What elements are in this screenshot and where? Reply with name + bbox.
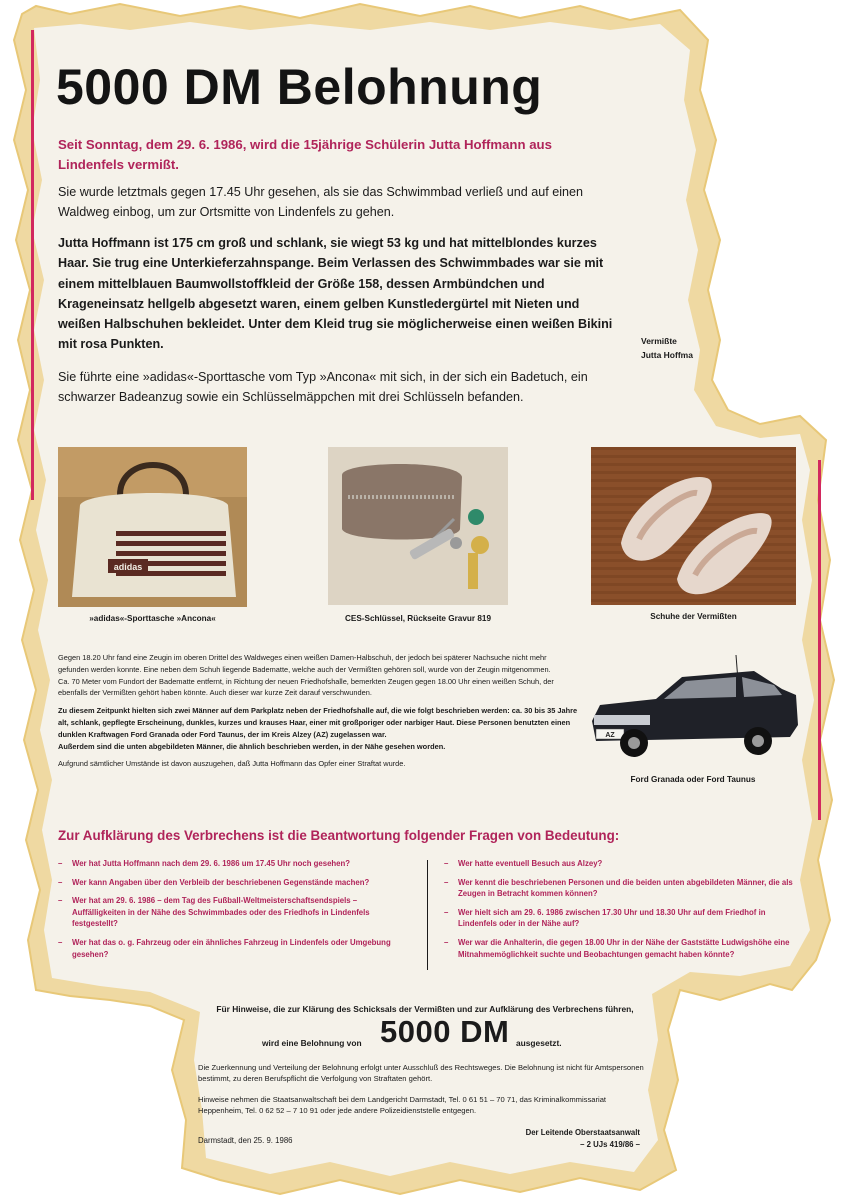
details-second-shoe: Ca. 70 Meter vom Fundort der Badematte entfernt, in Richtung der neuen Friedhofshalle, bemerkten Zeugen gegen 18.00 Uhr einen weißen Schuh, der ebenfalls der Vermißten gehört haben könnte. Auch dieser war kurze Zeit darauf verschwunden. <box>58 676 554 698</box>
car-icon <box>586 655 800 765</box>
question-item: – Wer hatte eventuell Besuch aus Alzey? <box>444 858 798 870</box>
question-item: – Wer hat Jutta Hoffmann nach dem 29. 6. 1986 um 17.45 Uhr noch gesehen? <box>58 858 410 870</box>
missing-caption-line1: Vermißte <box>641 336 677 346</box>
signer-title: Der Leitende Oberstaatsanwalt <box>525 1128 640 1137</box>
sports-bag-photo <box>58 447 247 607</box>
bag-logo-text: adidas <box>113 562 143 572</box>
questions-heading: Zur Aufklärung des Verbrechens ist die Beantwortung folgender Fragen von Bedeutung: <box>58 828 620 843</box>
poster-title: 5000 DM Belohnung <box>56 59 543 115</box>
question-item: – Wer hielt sich am 29. 6. 1986 zwischen 17.30 Uhr und 18.30 Uhr auf dem Friedhof in Lindenfels oder in der Nähe auf? <box>444 907 798 930</box>
question-item: – Wer hat am 29. 6. 1986 – dem Tag des Fußball-Weltmeisterschaftsendspiels – Auffälligkeiten in der Nähe des Schwimmbades oder des Friedhofs in Lindenfels festgestellt? <box>58 895 410 930</box>
case-reference: – 2 UJs 419/86 – <box>580 1140 640 1149</box>
lead-text: Seit Sonntag, dem 29. 6. 1986, wird die 15jährige Schülerin Jutta Hoffmann aus Lindenfels vermißt. <box>58 137 552 172</box>
shoes-caption: Schuhe der Vermißten <box>650 612 737 621</box>
car-photo <box>586 655 800 765</box>
contact-information: Hinweise nehmen die Staatsanwaltschaft bei dem Landgericht Darmstadt, Tel. 0 61 51 – 70 71, das Kriminalkommissariat Heppenheim, Tel. 0 62 52 – 7 10 91 oder jede andere Polizeidienststelle entgegen. <box>198 1095 607 1116</box>
reward-intro: Für Hinweise, die zur Klärung des Schicksals der Vermißten und zur Aufklärung des Verbrechens führen, <box>216 1004 634 1014</box>
question-item: – Wer kann Angaben über den Verbleib der beschriebenen Gegenstände machen? <box>58 877 410 889</box>
description-text: Jutta Hoffmann ist 175 cm groß und schlank, sie wiegt 53 kg und hat mittelblondes kurzes Haar. Sie trug eine Unterkieferzahnspange. Beim Verlassen des Schwimmbades war sie mit einem mittelblauen Baumwollstoffkleid der Größe 158, dessen Armbündchen und Krageneinsatz hellgelb abgesetzt waren, einem gelben Kunstledergürtel mit Nieten und weißen Halbschuhen bekleidet. Unter dem Kleid trug sie möglicherweise einen weißen Bikini mit rosa Punkten. <box>58 236 613 352</box>
details-suspects: Zu diesem Zeitpunkt hielten sich zwei Männer auf dem Parkplatz neben der Friedhofshalle auf, die wie folgt beschrieben werden: ca. 30 bis 35 Jahre alt, schlank, gepflegte Erscheinung, dunkles, kurzes und krauses Haar, einer mit großporiger oder narbiger Haut. Diese Personen benutzten einen dunklen Kraftwagen Ford Granada oder Ford Taunus, der im Kreis Alzey (AZ) zugelassen war. <box>58 706 578 739</box>
questions-divider <box>427 860 428 970</box>
question-item: – Wer kennt die beschriebenen Personen und die beiden unten abgebildeten Männer, die als Zeugen in Betracht kommen können? <box>444 877 798 900</box>
plate-text: AZ <box>605 732 615 739</box>
details-other-men: Außerdem sind die unten abgebildeten Männer, die ähnlich beschrieben werden, in der Nähe gesehen worden. <box>58 741 446 751</box>
questions-left-column <box>58 858 410 967</box>
question-item: – Wer hat das o. g. Fahrzeug oder ein ähnliches Fahrzeug in Lindenfels oder Umgebung gesehen? <box>58 937 410 960</box>
missing-photo-caption <box>641 334 693 362</box>
key-pouch-icon <box>328 447 508 605</box>
missing-caption-line2: Jutta Hoffma <box>641 350 693 360</box>
keys-caption: CES-Schlüssel, Rückseite Gravur 819 <box>344 614 492 623</box>
questions-right-column <box>444 858 798 967</box>
details-conclusion: Aufgrund sämtlicher Umstände ist davon auszugehen, daß Jutta Hoffmann das Opfer einer Straftat wurde. <box>58 759 406 769</box>
right-red-stripe <box>818 460 821 820</box>
reward-conditions: Die Zuerkennung und Verteilung der Belohnung erfolgt unter Ausschluß des Rechtsweges. Die Belohnung ist nicht für Amtspersonen bestimmt, zu deren Berufspflicht die Verfolgung von Straftaten gehört. <box>198 1063 644 1084</box>
bag-contents-text: Sie führte eine »adidas«-Sporttasche vom Typ »Ancona« mit sich, in der sich ein Badetuch, ein schwarzer Badeanzug sowie ein Schlüsselmäppchen mit drei Schlüsseln befanden. <box>58 370 588 404</box>
reward-pre-text: wird eine Belohnung von <box>262 1038 362 1048</box>
case-details <box>58 652 578 770</box>
last-seen-text: Sie wurde letztmals gegen 17.45 Uhr gesehen, als sie das Schwimmbad verließ und auf einen Waldweg einbog, um zur Ortsmitte von Lindenfels zu gehen. <box>58 185 584 219</box>
car-caption: Ford Granada oder Ford Taunus <box>630 775 756 784</box>
left-red-stripe <box>31 30 34 500</box>
reward-post-text: ausgesetzt. <box>516 1038 562 1048</box>
reward-amount: 5000 DM <box>380 1014 510 1049</box>
sports-bag-icon <box>58 447 247 607</box>
issue-date: Darmstadt, den 25. 9. 1986 <box>198 1136 293 1145</box>
question-item: – Wer war die Anhalterin, die gegen 18.00 Uhr in der Nähe der Gaststätte Ludwigshöhe eine Mitnahmemöglichkeit suchte und Beobachtungen gemacht haben könnte? <box>444 937 798 960</box>
shoes-icon <box>591 447 796 605</box>
shoes-photo <box>591 447 796 605</box>
signature-block <box>470 1127 640 1151</box>
bag-caption: »adidas«-Sporttasche »Ancona« <box>89 614 216 623</box>
details-finding-shoe: Gegen 18.20 Uhr fand eine Zeugin im oberen Drittel des Waldweges einen weißen Damen-Halbschuh, der jedoch bei späterer Nachsuche nicht mehr gefunden werden konnte. Eine neben dem Schuh liegende Badematte, welche auch der Vermißten gehören soll, wurde von der Zeugin mitgenommen. <box>58 653 551 674</box>
keys-photo <box>328 447 508 605</box>
